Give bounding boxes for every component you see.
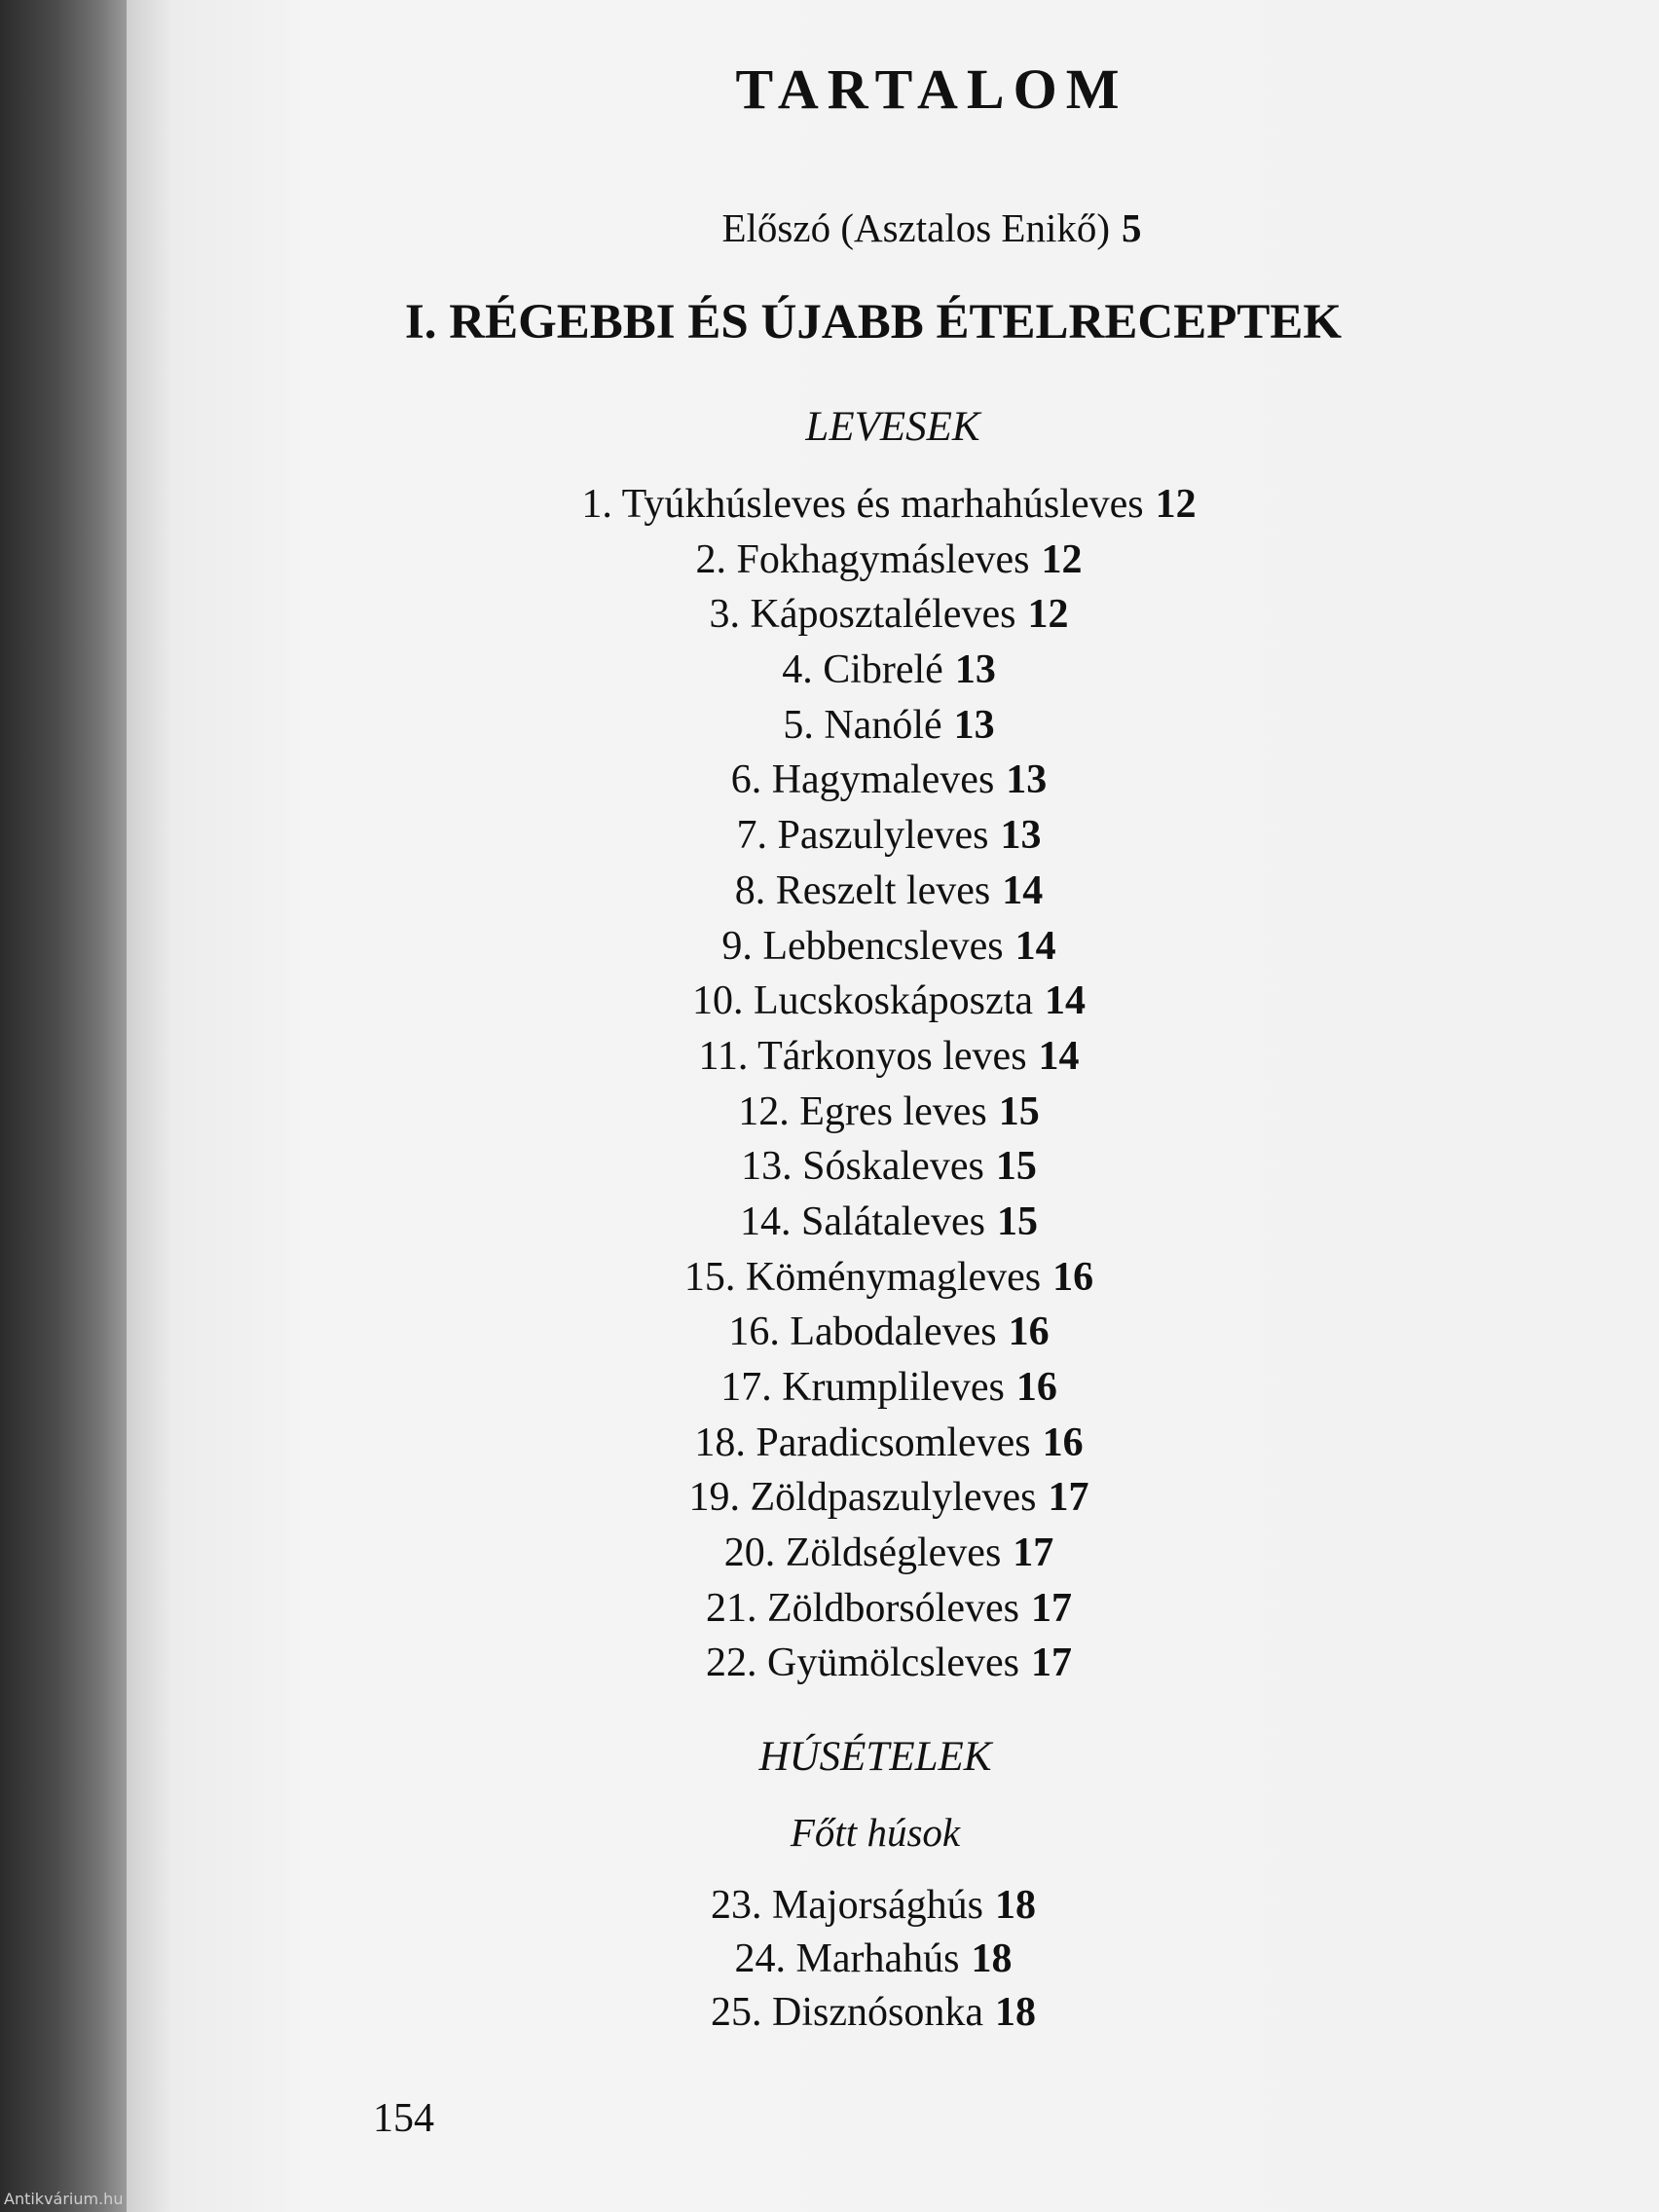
entry-text: 19. Zöldpaszulyleves (688, 1475, 1037, 1521)
entry-page: 16 (1015, 1365, 1057, 1410)
table-of-contents (127, 0, 1659, 2212)
toc-entry (127, 974, 1655, 1029)
category-heading-husetelek: HÚSÉTELEK (758, 1734, 992, 1780)
entry-text: 1. Tyúkhúsleves és marhahúsleves (581, 482, 1144, 527)
entry-text: 18. Paradicsomleves (694, 1419, 1031, 1465)
toc-entry (127, 919, 1655, 975)
entry-text: 13. Sóskaleves (741, 1144, 984, 1190)
toc-entry (127, 1416, 1655, 1471)
entry-page: 17 (1030, 1585, 1072, 1631)
entry-text: 14. Salátaleves (740, 1198, 985, 1244)
foreword-entry (166, 204, 1659, 251)
entry-page: 15 (995, 1144, 1037, 1190)
section-title: I. RÉGEBBI ÉS ÚJABB ÉTELRECEPTEK (404, 295, 1343, 350)
entry-page: 13 (1006, 757, 1048, 803)
toc-entry (127, 1470, 1655, 1526)
entry-page: 13 (954, 647, 996, 693)
toc-entry (127, 698, 1655, 754)
toc-entry (127, 1879, 1640, 1933)
entry-text: 15. Köménymagleves (683, 1254, 1042, 1300)
entry-page: 12 (1155, 482, 1197, 527)
entry-page: 14 (1038, 1033, 1080, 1079)
entry-text: 21. Zöldborsóleves (706, 1585, 1019, 1631)
meat-recipe-list (127, 1879, 1640, 2040)
entry-text: 22. Gyümölcsleves (706, 1641, 1019, 1686)
entry-page: 18 (971, 1936, 1013, 1981)
entry-page: 14 (1044, 978, 1086, 1024)
entry-page: 13 (1000, 813, 1042, 859)
entry-page: 16 (1052, 1254, 1094, 1300)
entry-page: 12 (1041, 536, 1083, 582)
entry-page: 14 (1014, 923, 1056, 969)
entry-text: 17. Krumplileves (720, 1365, 1005, 1410)
entry-text: 24. Marhahús (734, 1936, 960, 1981)
entry-page: 18 (994, 1990, 1036, 2035)
entry-page: 5 (1122, 205, 1142, 250)
entry-page: 17 (1030, 1641, 1072, 1686)
book-binding (0, 0, 127, 2212)
entry-text: 2. Fokhagymásleves (695, 536, 1030, 582)
page-number: 154 (373, 2096, 434, 2141)
toc-entry (127, 1581, 1655, 1637)
entry-text: 23. Majorsághús (711, 1883, 983, 1928)
toc-entry (127, 1085, 1655, 1140)
entry-text: 12. Egres leves (738, 1088, 987, 1134)
entry-text: 3. Káposztaléleves (709, 592, 1016, 638)
entry-page: 16 (1008, 1309, 1050, 1355)
toc-entry (127, 1636, 1655, 1691)
entry-text: 25. Disznósonka (711, 1990, 983, 2035)
toc-entry (127, 864, 1655, 919)
subcategory-heading: Főtt húsok (790, 1810, 961, 1855)
entry-text: 10. Lucskoskáposzta (692, 978, 1033, 1024)
entry-text: Előszó (Asztalos Enikő) (721, 205, 1111, 250)
book-page (127, 0, 1659, 2212)
toc-entry (127, 1526, 1655, 1581)
entry-text: 9. Lebbencsleves (721, 923, 1004, 969)
toc-entry (127, 643, 1655, 698)
entry-text: 7. Paszulyleves (736, 813, 989, 859)
entry-text: 4. Cibrelé (782, 647, 943, 693)
toc-entry (127, 1250, 1655, 1306)
entry-page: 15 (998, 1088, 1040, 1134)
toc-entry (127, 1305, 1655, 1360)
toc-entry (127, 1986, 1640, 2040)
entry-page: 17 (1013, 1530, 1054, 1576)
entry-page: 13 (953, 702, 995, 748)
toc-entry (127, 753, 1655, 808)
category-heading-levesek: LEVESEK (805, 404, 980, 450)
entry-text: 5. Nanólé (783, 702, 942, 748)
entry-page: 15 (996, 1198, 1038, 1244)
watermark: Antikvárium.hu (4, 2190, 124, 2208)
toc-entry (127, 808, 1655, 864)
soup-recipe-list (127, 477, 1655, 1691)
entry-page: 16 (1042, 1419, 1084, 1465)
entry-page: 12 (1027, 592, 1069, 638)
toc-entry (127, 1029, 1655, 1085)
entry-page: 17 (1048, 1475, 1089, 1521)
page-title: TARTALOM (735, 57, 1128, 121)
toc-entry (127, 477, 1655, 533)
toc-entry (127, 1139, 1655, 1195)
entry-page: 18 (994, 1883, 1036, 1928)
toc-entry (127, 1195, 1655, 1250)
toc-entry (127, 587, 1655, 643)
entry-text: 11. Tárkonyos leves (698, 1033, 1027, 1079)
entry-text: 6. Hagymaleves (730, 757, 995, 803)
entry-text: 8. Reszelt leves (734, 867, 991, 913)
toc-entry (127, 1360, 1655, 1416)
entry-text: 16. Labodaleves (728, 1309, 997, 1355)
entry-page: 14 (1002, 867, 1044, 913)
toc-entry (127, 533, 1655, 588)
entry-text: 20. Zöldségleves (723, 1530, 1002, 1576)
toc-entry (127, 1933, 1640, 1986)
